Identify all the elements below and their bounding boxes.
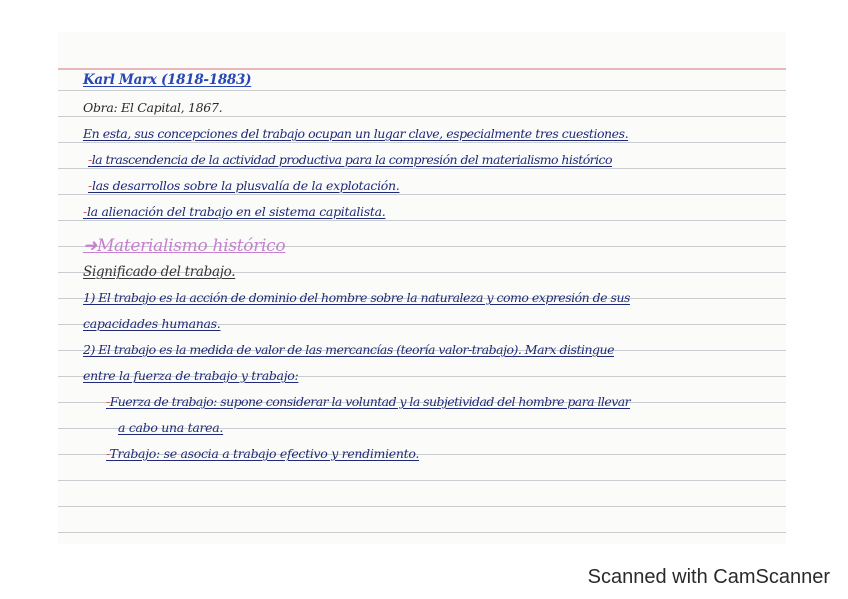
definition-line: capacidades humanas. bbox=[83, 316, 221, 331]
intro-line: En esta, sus concepciones del trabajo ocupan un lugar clave, especialmente tres cuestiones. bbox=[83, 126, 629, 141]
ruled-line bbox=[58, 142, 786, 143]
section-heading bbox=[83, 238, 285, 254]
bullet-dash: - bbox=[106, 394, 110, 409]
definition-line: 1) El trabajo es la acción de dominio del hombre sobre la naturaleza y como expresión de sus bbox=[83, 290, 630, 305]
definition-line: 2) El trabajo es la medida de valor de las mercancías (teoría valor-trabajo). Marx distingue bbox=[83, 342, 614, 357]
definition-line: a cabo una tarea. bbox=[118, 420, 224, 435]
list-item bbox=[83, 204, 385, 220]
list-item-text: las desarrollos sobre la plusvalía de la explotación. bbox=[91, 178, 400, 193]
work-reference: Obra: El Capital, 1867. bbox=[83, 100, 223, 115]
sub-list-item-text: Trabajo: se asocia a trabajo efectivo y rendimiento. bbox=[109, 446, 420, 461]
notebook-page bbox=[58, 32, 786, 544]
bullet-dash: - bbox=[88, 178, 92, 193]
sub-list-item bbox=[106, 446, 419, 462]
scanner-watermark: Scanned with CamScanner bbox=[587, 566, 830, 588]
subheading: Significado del trabajo. bbox=[83, 264, 236, 280]
ruled-line bbox=[58, 116, 786, 117]
definition-line: entre la fuerza de trabajo y trabajo: bbox=[83, 368, 299, 383]
bullet-dash: - bbox=[106, 446, 110, 461]
ruled-line bbox=[58, 194, 786, 195]
ruled-line bbox=[58, 506, 786, 507]
section-heading-text: Materialismo histórico bbox=[96, 236, 286, 256]
sub-list-item bbox=[106, 394, 630, 410]
sub-list-item-text: Fuerza de trabajo: supone considerar la voluntad y la subjetividad del hombre para llevar bbox=[109, 394, 631, 409]
list-item-text: la trascendencia de la actividad productiva para la compresión del materialismo histórico bbox=[91, 152, 612, 167]
arrow-icon: ➜ bbox=[83, 236, 97, 256]
ruled-line bbox=[58, 220, 786, 221]
ruled-line bbox=[58, 480, 786, 481]
bullet-dash: - bbox=[83, 204, 87, 219]
list-item bbox=[88, 152, 612, 168]
ruled-line bbox=[58, 168, 786, 169]
ruled-line bbox=[58, 532, 786, 533]
page-title: Karl Marx (1818-1883) bbox=[83, 72, 252, 88]
top-margin-line bbox=[58, 68, 786, 70]
ruled-line bbox=[58, 90, 786, 91]
list-item-text: la alienación del trabajo en el sistema capitalista. bbox=[86, 204, 386, 219]
bullet-dash: - bbox=[88, 152, 92, 167]
list-item bbox=[88, 178, 399, 194]
